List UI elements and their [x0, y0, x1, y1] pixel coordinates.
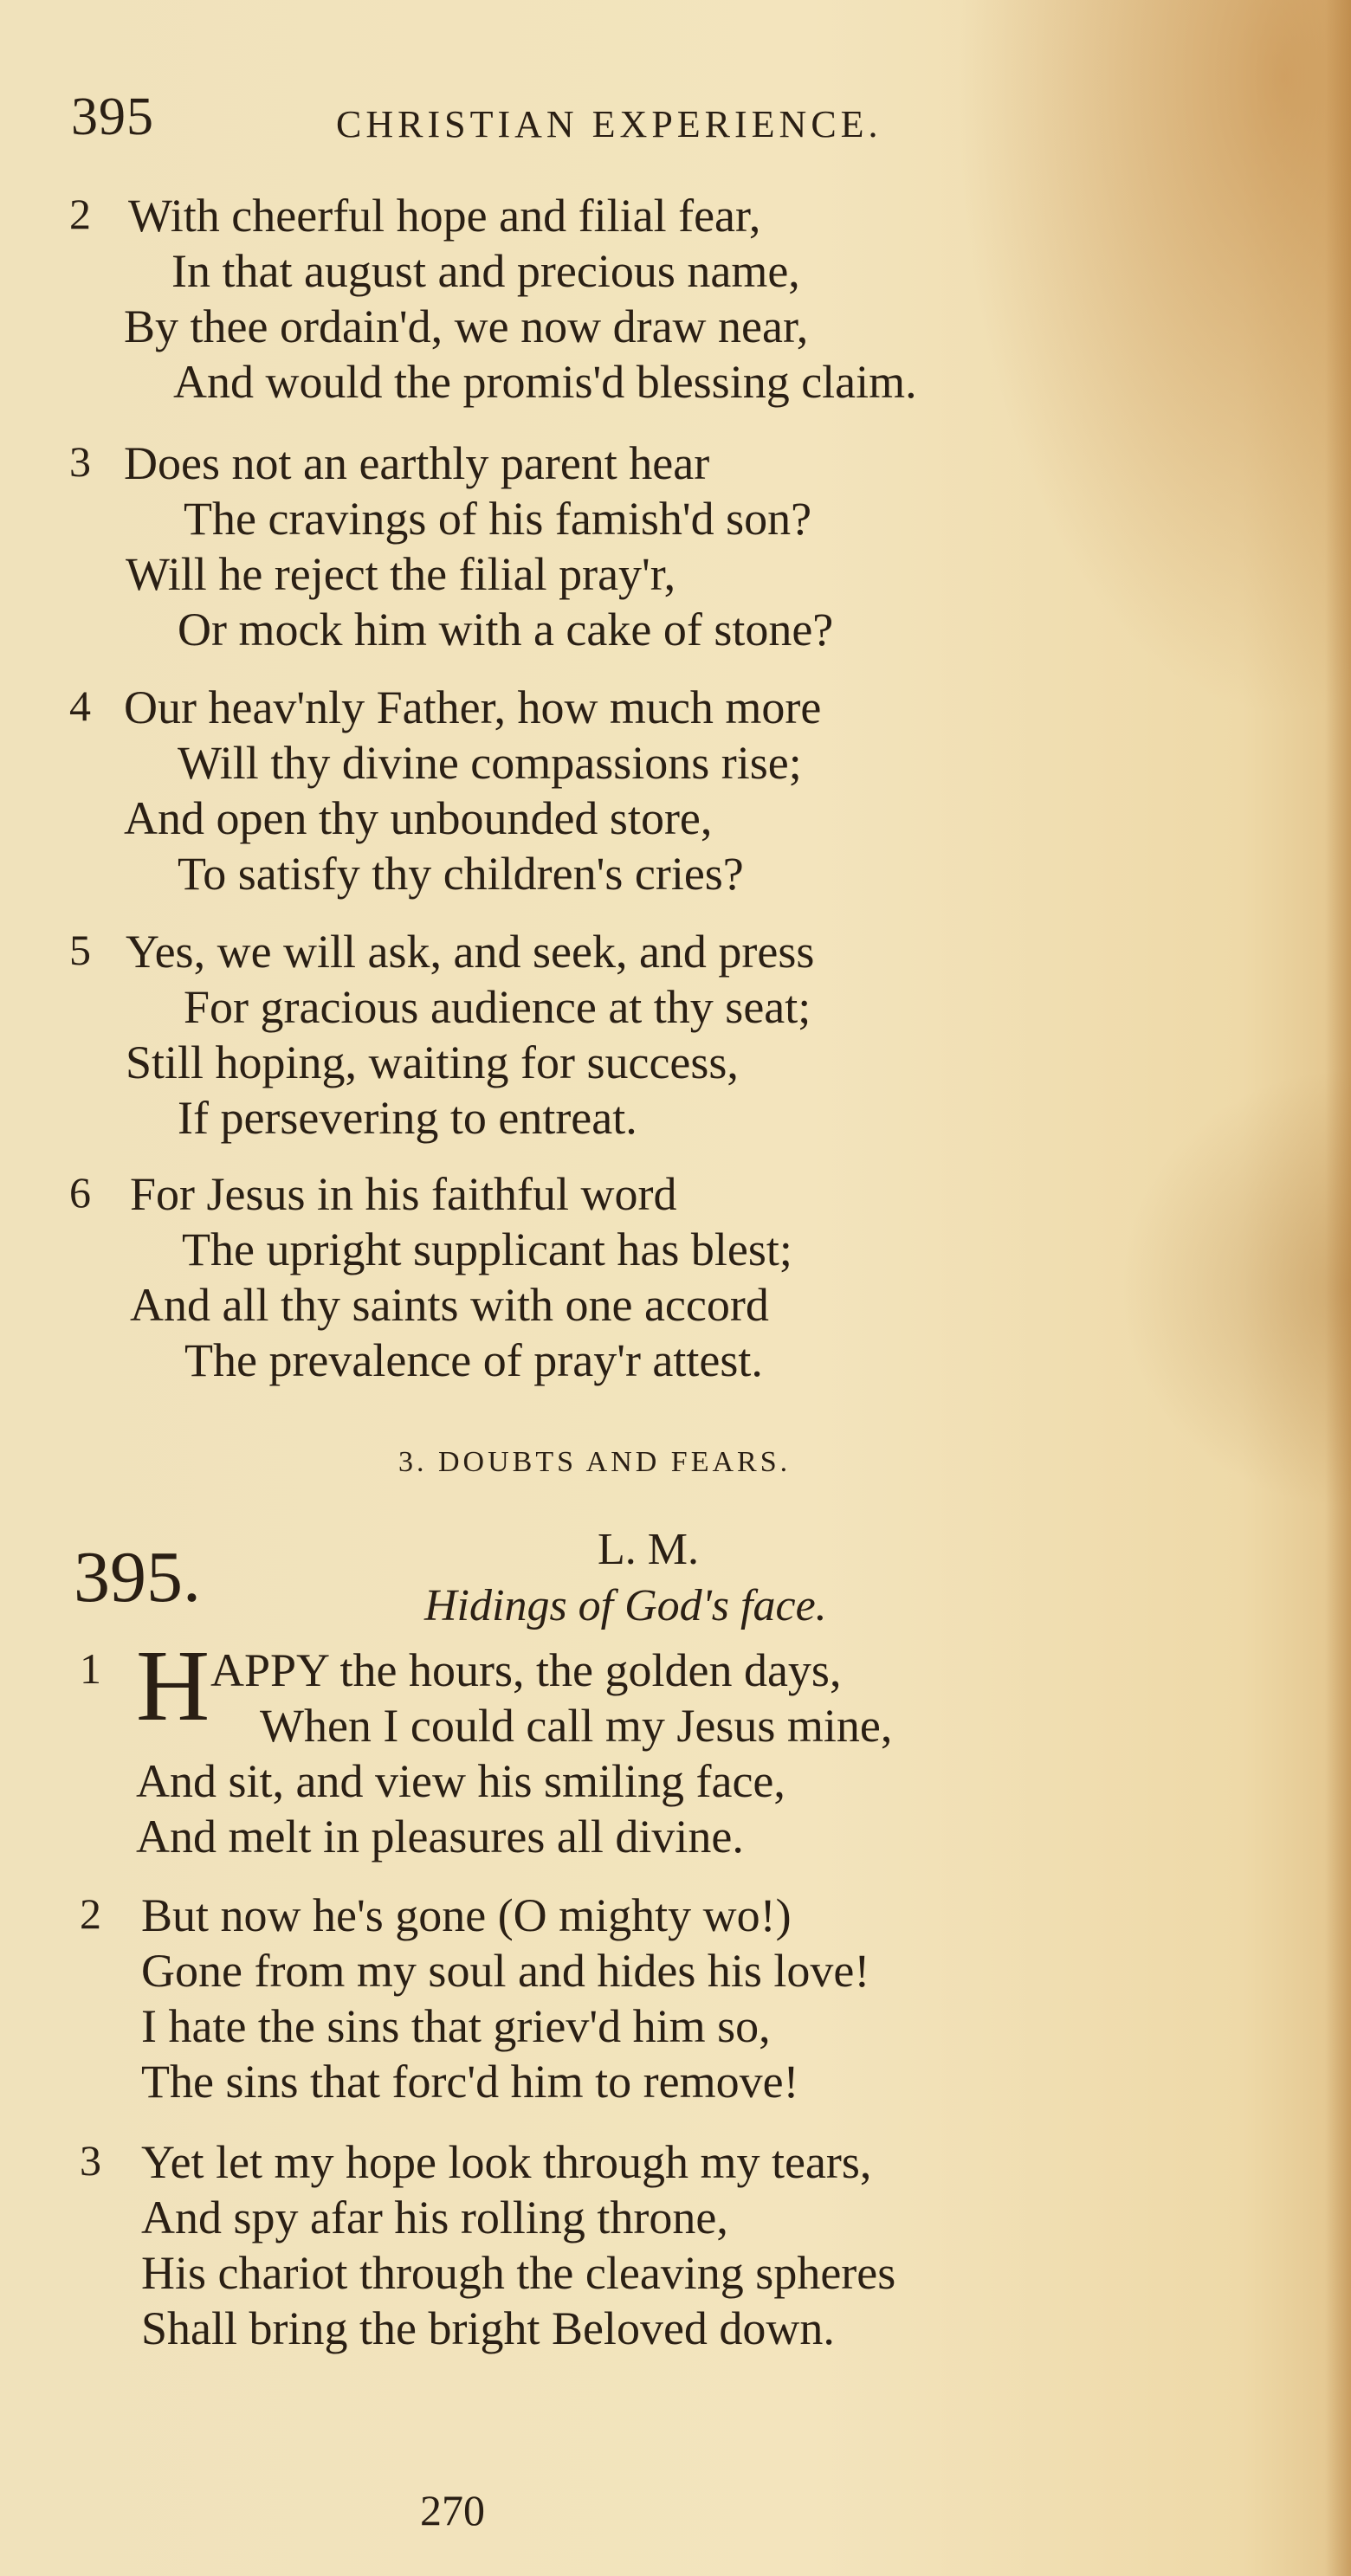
hymn-meter: L. M. [598, 1525, 699, 1574]
verse-line: His chariot through the cleaving spheres [141, 2247, 896, 2299]
verse-line: And melt in pleasures all divine. [136, 1811, 744, 1863]
verse-line: Will he reject the filial pray'r, [126, 548, 676, 600]
verse-line: I hate the sins that griev'd him so, [141, 2000, 771, 2052]
verse-number: 4 [69, 681, 91, 730]
verse-number: 6 [69, 1168, 91, 1217]
verse-line: And all thy saints with one accord [130, 1279, 769, 1331]
verse-line: In that august and precious name, [171, 245, 800, 297]
verse-line: And spy afar his rolling throne, [141, 2192, 728, 2244]
verse-line: Still hoping, waiting for success, [126, 1036, 739, 1088]
verse-line: And open thy unbounded store, [124, 792, 713, 844]
verse-line: And would the promis'd blessing claim. [173, 356, 917, 408]
verse-number: 3 [69, 437, 91, 486]
verse-number: 1 [80, 1644, 101, 1693]
verse-line: If persevering to entreat. [178, 1092, 637, 1144]
hymn-number: 395. [74, 1537, 201, 1617]
verse-line: The cravings of his famish'd son? [184, 493, 812, 545]
verse-line: For Jesus in his faithful word [130, 1168, 677, 1220]
verse-line: Our heav'nly Father, how much more [124, 681, 822, 733]
hymn-subtitle: Hidings of God's face. [424, 1581, 827, 1630]
section-heading: 3. DOUBTS AND FEARS. [398, 1446, 792, 1478]
running-title: CHRISTIAN EXPERIENCE. [336, 103, 882, 145]
verse-line: And sit, and view his smiling face, [136, 1755, 785, 1807]
verse-line: The prevalence of pray'r attest. [184, 1334, 763, 1386]
verse-number: 5 [69, 926, 91, 974]
page-number: 270 [420, 2486, 485, 2534]
header-hymn-number: 395 [71, 87, 154, 146]
drop-cap: H [136, 1629, 210, 1742]
verse-line: For gracious audience at thy seat; [184, 981, 811, 1033]
verse-line: Or mock him with a cake of stone? [178, 604, 834, 655]
verse-line: Yes, we will ask, and seek, and press [126, 926, 815, 978]
verse-line: With cheerful hope and filial fear, [128, 190, 761, 242]
verse-line: To satisfy thy children's cries? [178, 848, 744, 900]
verse-line: By thee ordain'd, we now draw near, [124, 300, 809, 352]
verse-number: 2 [80, 1889, 101, 1938]
page-edge-stain [1325, 0, 1351, 2576]
verse-number: 2 [69, 190, 91, 238]
verse-line: Shall bring the bright Beloved down. [141, 2302, 835, 2354]
verse-line: The sins that forc'd him to remove! [141, 2056, 799, 2108]
verse-line: Gone from my soul and hides his love! [141, 1945, 870, 1997]
verse-line: The upright supplicant has blest; [182, 1223, 792, 1275]
verse-line: APPY the hours, the golden days, [210, 1644, 842, 1696]
verse-line: Does not an earthly parent hear [124, 437, 710, 489]
verse-number: 3 [80, 2136, 101, 2185]
verse-line: Yet let my hope look through my tears, [141, 2136, 872, 2188]
verse-line: Will thy divine compassions rise; [178, 737, 802, 789]
verse-line: When I could call my Jesus mine, [260, 1700, 893, 1752]
verse-line: But now he's gone (O mighty wo!) [141, 1889, 792, 1941]
